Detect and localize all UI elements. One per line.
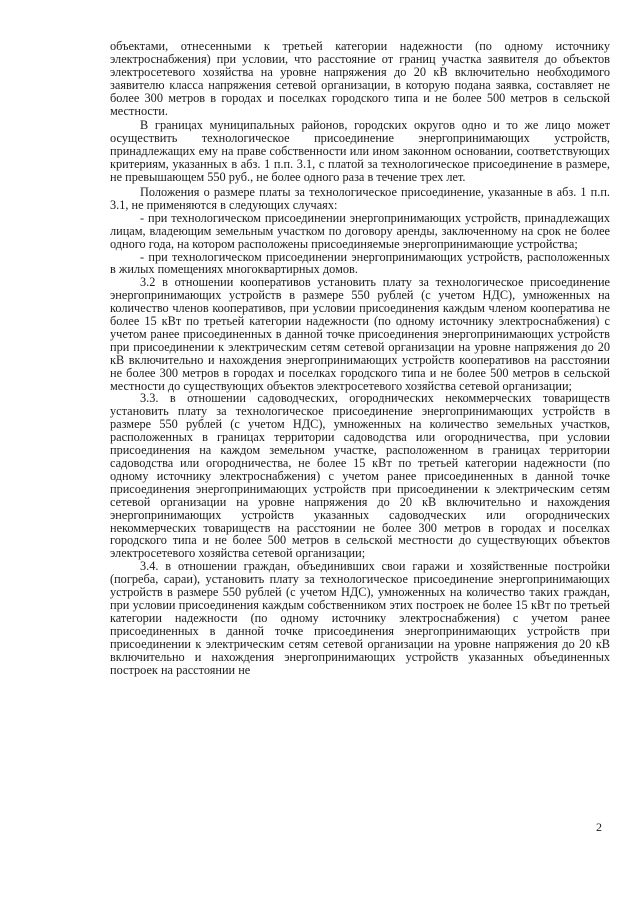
paragraph-exceptions-intro: Положения о размере платы за технологическое присоединение, указанные в абз. 1 п.п. 3.1, не применяются в следующих случаях:: [110, 184, 610, 212]
page-number: 2: [596, 820, 602, 834]
document-body: [110, 40, 610, 676]
paragraph-3-4-garages: 3.4. в отношении граждан, объединивших свои гаражи и хозяйственные постройки (погреба, сараи), установить плату за технологическое присоединение энергопринимающих устройств в размере 550 рублей (с учетом НДС), умноженных на количество таких граждан, при условии присоединения каждым собственником этих построек не более 15 кВт по третьей категории надежности (по одному источнику электроснабжения) с учетом ранее присоединенных в данной точке присоединения энергопринимающих устройств при присоединении к электрическим сетям сетевой организации на уровне напряжения до 20 кВ включительно и нахождения энергопринимающих устройств указанных объединенных построек на расстоянии не: [110, 559, 610, 677]
paragraph-same-person: В границах муниципальных районов, городских округов одно и то же лицо может осуществить технологическое присоединение энергопринимающих устройств, принадлежащих ему на праве собственности или ином законном основании, соответствующих критериям, указанных в абз. 1 п.п. 3.1, с платой за технологическое присоединение в размере, не превышающем 550 руб., не более одного раза в течение трех лет.: [110, 118, 610, 185]
paragraph-3-3-gardening: 3.3. в отношении садоводческих, огороднических некоммерческих товариществ установить плату за технологическое присоединение энергопринимающих устройств в размере 550 рублей (с учетом НДС), умноженных на количество земельных участков, расположенных в границах территории садоводства или огородничества, при условии присоединения на каждом земельном участке, расположенном в границах территории садоводства или огородничества, не более 15 кВт по третьей категории надежности (по одному источнику электроснабжения) с учетом ранее присоединенных в данной точке присоединения энергопринимающих устройств при присоединении к электрическим сетям сетевой организации на уровне напряжения до 20 кВ включительно и нахождения энергопринимающих устройств указанных садоводческих или огороднических некоммерческих товариществ на расстоянии не более 300 метров в городах и поселках городского типа и не более 500 метров в сельской местности до существующих объектов электросетевого хозяйства сетевой организации;: [110, 391, 610, 561]
list-item-lease: - при технологическом присоединении энергопринимающих устройств, принадлежащих лицам, владеющим земельным участком по договору аренды, заключенному на срок не более одного года, на котором расположены присоединяемые энергопринимающие устройства;: [110, 210, 610, 251]
list-item-apartments: - при технологическом присоединении энергопринимающих устройств, расположенных в жилых помещениях многоквартирных домов.: [110, 249, 610, 277]
paragraph-3-2-cooperatives: 3.2 в отношении кооперативов установить плату за технологическое присоединение энергопринимающих устройств в размере 550 рублей (с учетом НДС), умноженных на количество членов кооперативов, при условии присоединения каждым членом кооператива не более 15 кВт по третьей категории надежности (по одному источнику электроснабжения) с учетом ранее присоединенных в данной точке присоединения энергопринимающих устройств при присоединении к электрическим сетям сетевой организации на уровне напряжения до 20 кВ включительно и нахождения энергопринимающих устройств кооперативов на расстоянии не более 300 метров в городах и поселках городского типа и не более 500 метров в сельской местности до существующих объектов электросетевого хозяйства сетевой организации;: [110, 275, 610, 393]
paragraph-continuation: объектами, отнесенными к третьей категории надежности (по одному источнику электроснабжения) при условии, что расстояние от границ участка заявителя до объектов электросетевого хозяйства на уровне напряжения до 20 кВ включительно необходимого заявителю класса напряжения сетевой организации, в которую подана заявка, составляет не более 300 метров в городах и поселках городского типа и не более 500 метров в сельской местности.: [110, 39, 610, 118]
